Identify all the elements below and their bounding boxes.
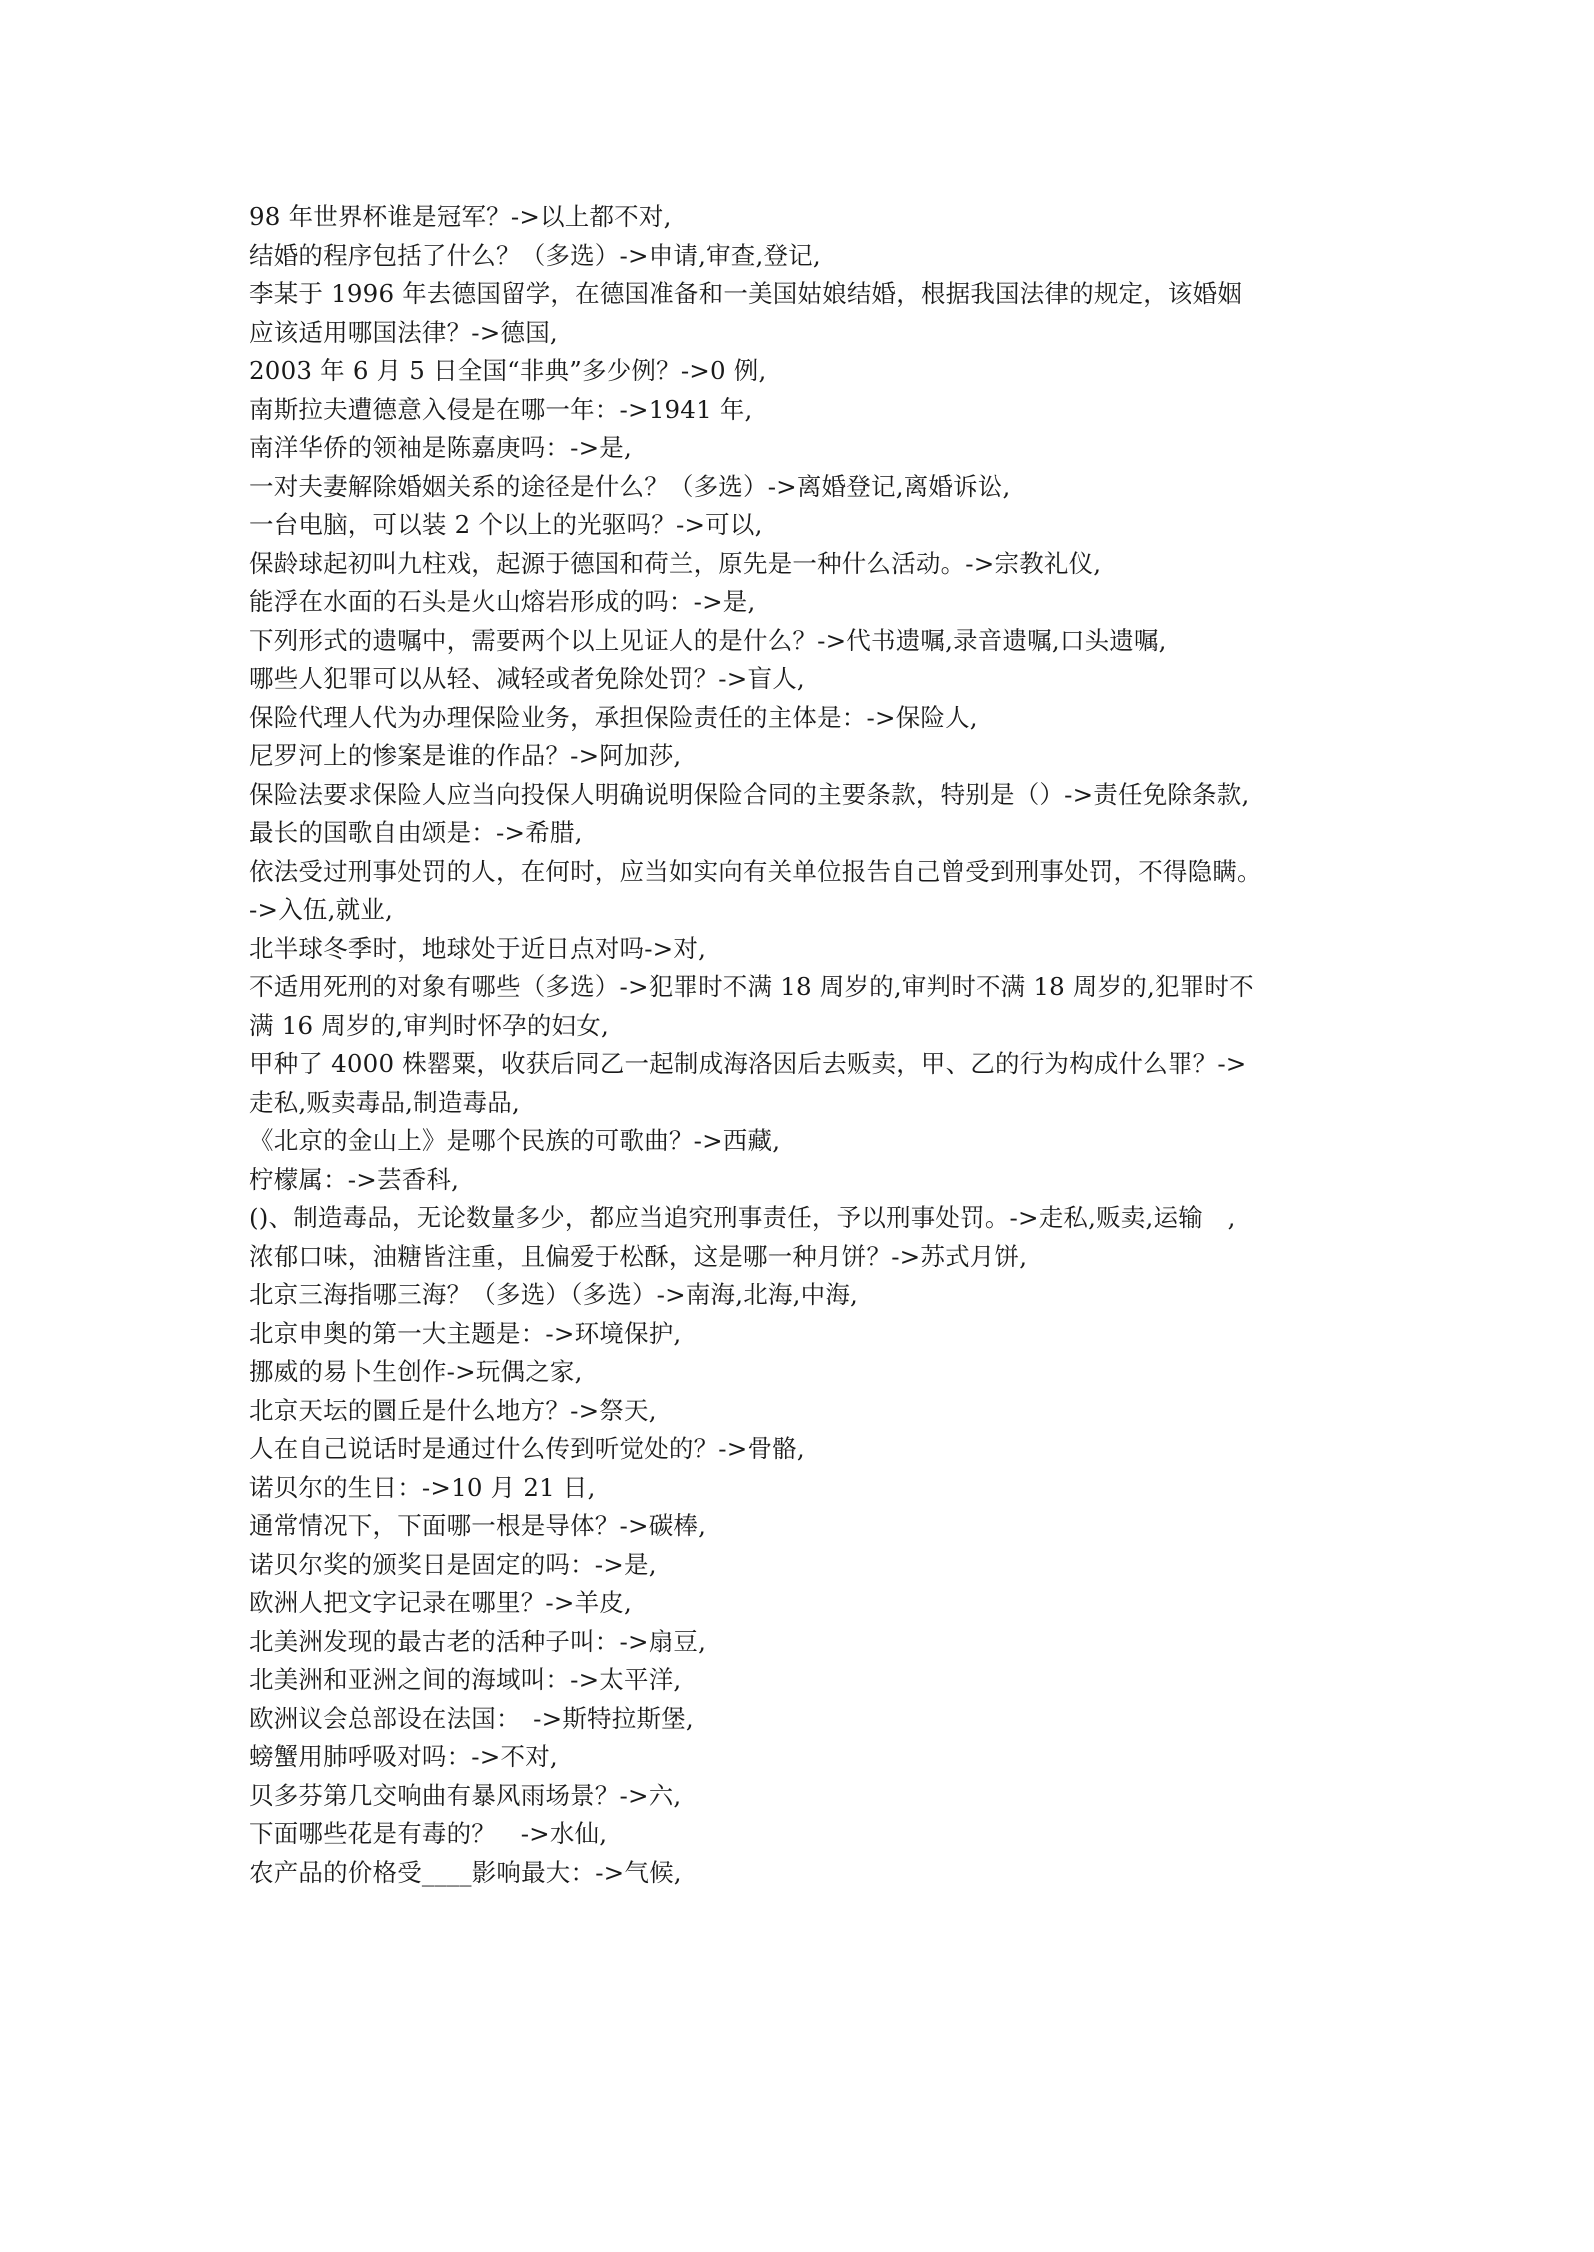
text-line: 《北京的金山上》是哪个民族的可歌曲？->西藏,	[249, 1126, 781, 1155]
text-line: 2003 年 6 月 5 日全国“非典”多少例？->0 例,	[249, 356, 767, 385]
text-line: 挪威的易卜生创作->玩偶之家,	[249, 1357, 583, 1386]
document-body	[249, 198, 1359, 1892]
text-line: 保险代理人代为办理保险业务，承担保险责任的主体是：->保险人,	[249, 702, 978, 732]
text-line: 浓郁口味，油糖皆注重，且偏爱于松酥，这是哪一种月饼？->苏式月饼,	[249, 1241, 1028, 1271]
text-line: 欧洲议会总部设在法国： ->斯特拉斯堡,	[249, 1703, 694, 1733]
text-line: 下面哪些花是有毒的？ ->水仙,	[249, 1819, 608, 1848]
text-line: 满 16 周岁的,审判时怀孕的妇女,	[249, 1010, 609, 1040]
text-line: 一对夫妻解除婚姻关系的途径是什么？（多选）->离婚登记,离婚诉讼,	[249, 471, 1011, 501]
text-line: 北半球冬季时，地球处于近日点对吗->对,	[249, 933, 707, 963]
text-line: 北美洲发现的最古老的活种子叫：->扇豆,	[249, 1626, 707, 1656]
text-line: 不适用死刑的对象有哪些（多选）->犯罪时不满 18 周岁的,审判时不满 18 周岁的,犯罪时不	[249, 972, 1254, 1001]
text-line: 结婚的程序包括了什么？（多选）->申请,审查,登记,	[249, 240, 821, 270]
text-line: 下列形式的遗嘱中，需要两个以上见证人的是什么？->代书遗嘱,录音遗嘱,口头遗嘱,	[249, 625, 1167, 655]
text-line: 北美洲和亚洲之间的海域叫：->太平洋,	[249, 1665, 682, 1694]
text-line: 通常情况下，下面哪一根是导体？->碳棒,	[249, 1511, 707, 1540]
text-line: 南洋华侨的领袖是陈嘉庚吗：->是,	[249, 433, 632, 462]
text-line: 贝多芬第几交响曲有暴风雨场景？->六,	[249, 1780, 682, 1810]
text-line: 人在自己说话时是通过什么传到听觉处的？->骨骼,	[249, 1434, 805, 1463]
text-line: 诺贝尔奖的颁奖日是固定的吗：->是,	[249, 1549, 657, 1579]
text-line: 北京三海指哪三海？（多选）（多选）->南海,北海,中海,	[249, 1280, 859, 1309]
text-line: 依法受过刑事处罚的人，在何时，应当如实向有关单位报告自己曾受到刑事处罚，不得隐瞒。	[249, 856, 1262, 886]
text-line: 尼罗河上的惨案是谁的作品？->阿加莎,	[249, 741, 682, 770]
text-line: 能浮在水面的石头是火山熔岩形成的吗：->是,	[249, 587, 756, 616]
text-line: 最长的国歌自由颂是：->希腊,	[249, 818, 583, 847]
text-line: 保险法要求保险人应当向投保人明确说明保险合同的主要条款，特别是（）->责任免除条款,	[249, 779, 1250, 809]
text-line: 南斯拉夫遭德意入侵是在哪一年：->1941 年,	[249, 394, 753, 424]
text-line: 北京天坛的圜丘是什么地方？->祭天,	[249, 1395, 657, 1425]
text-line: 甲种了 4000 株罂粟，收获后同乙一起制成海洛因后去贩卖，甲、乙的行为构成什么罪？->	[249, 1049, 1247, 1078]
text-line: 农产品的价格受____影响最大：->气候,	[249, 1857, 682, 1887]
text-line: 北京申奥的第一大主题是：->环境保护,	[249, 1318, 682, 1348]
text-line: 走私,贩卖毒品,制造毒品,	[249, 1087, 520, 1117]
text-line: 诺贝尔的生日：->10 月 21 日,	[249, 1472, 596, 1502]
text-line: 保龄球起初叫九柱戏，起源于德国和荷兰，原先是一种什么活动。->宗教礼仪,	[249, 548, 1102, 578]
text-line: 李某于 1996 年去德国留学，在德国准备和一美国姑娘结婚，根据我国法律的规定，该婚姻	[249, 279, 1243, 308]
text-line: ()、制造毒品，无论数量多少，都应当追究刑事责任，予以刑事处罚。->走私,贩卖,运输 ,	[249, 1203, 1236, 1232]
text-line: 98 年世界杯谁是冠军？->以上都不对,	[249, 202, 672, 231]
text-line: 螃蟹用肺呼吸对吗：->不对,	[249, 1742, 558, 1771]
text-line: 应该适用哪国法律？->德国,	[249, 317, 558, 347]
text-line: 柠檬属：->芸香科,	[249, 1164, 460, 1194]
text-line: ->入伍,就业,	[249, 895, 393, 924]
text-line: 一台电脑，可以装 2 个以上的光驱吗？->可以,	[249, 510, 763, 539]
text-line: 欧洲人把文字记录在哪里？->羊皮,	[249, 1588, 632, 1617]
text-line: 哪些人犯罪可以从轻、减轻或者免除处罚？->盲人,	[249, 664, 805, 693]
